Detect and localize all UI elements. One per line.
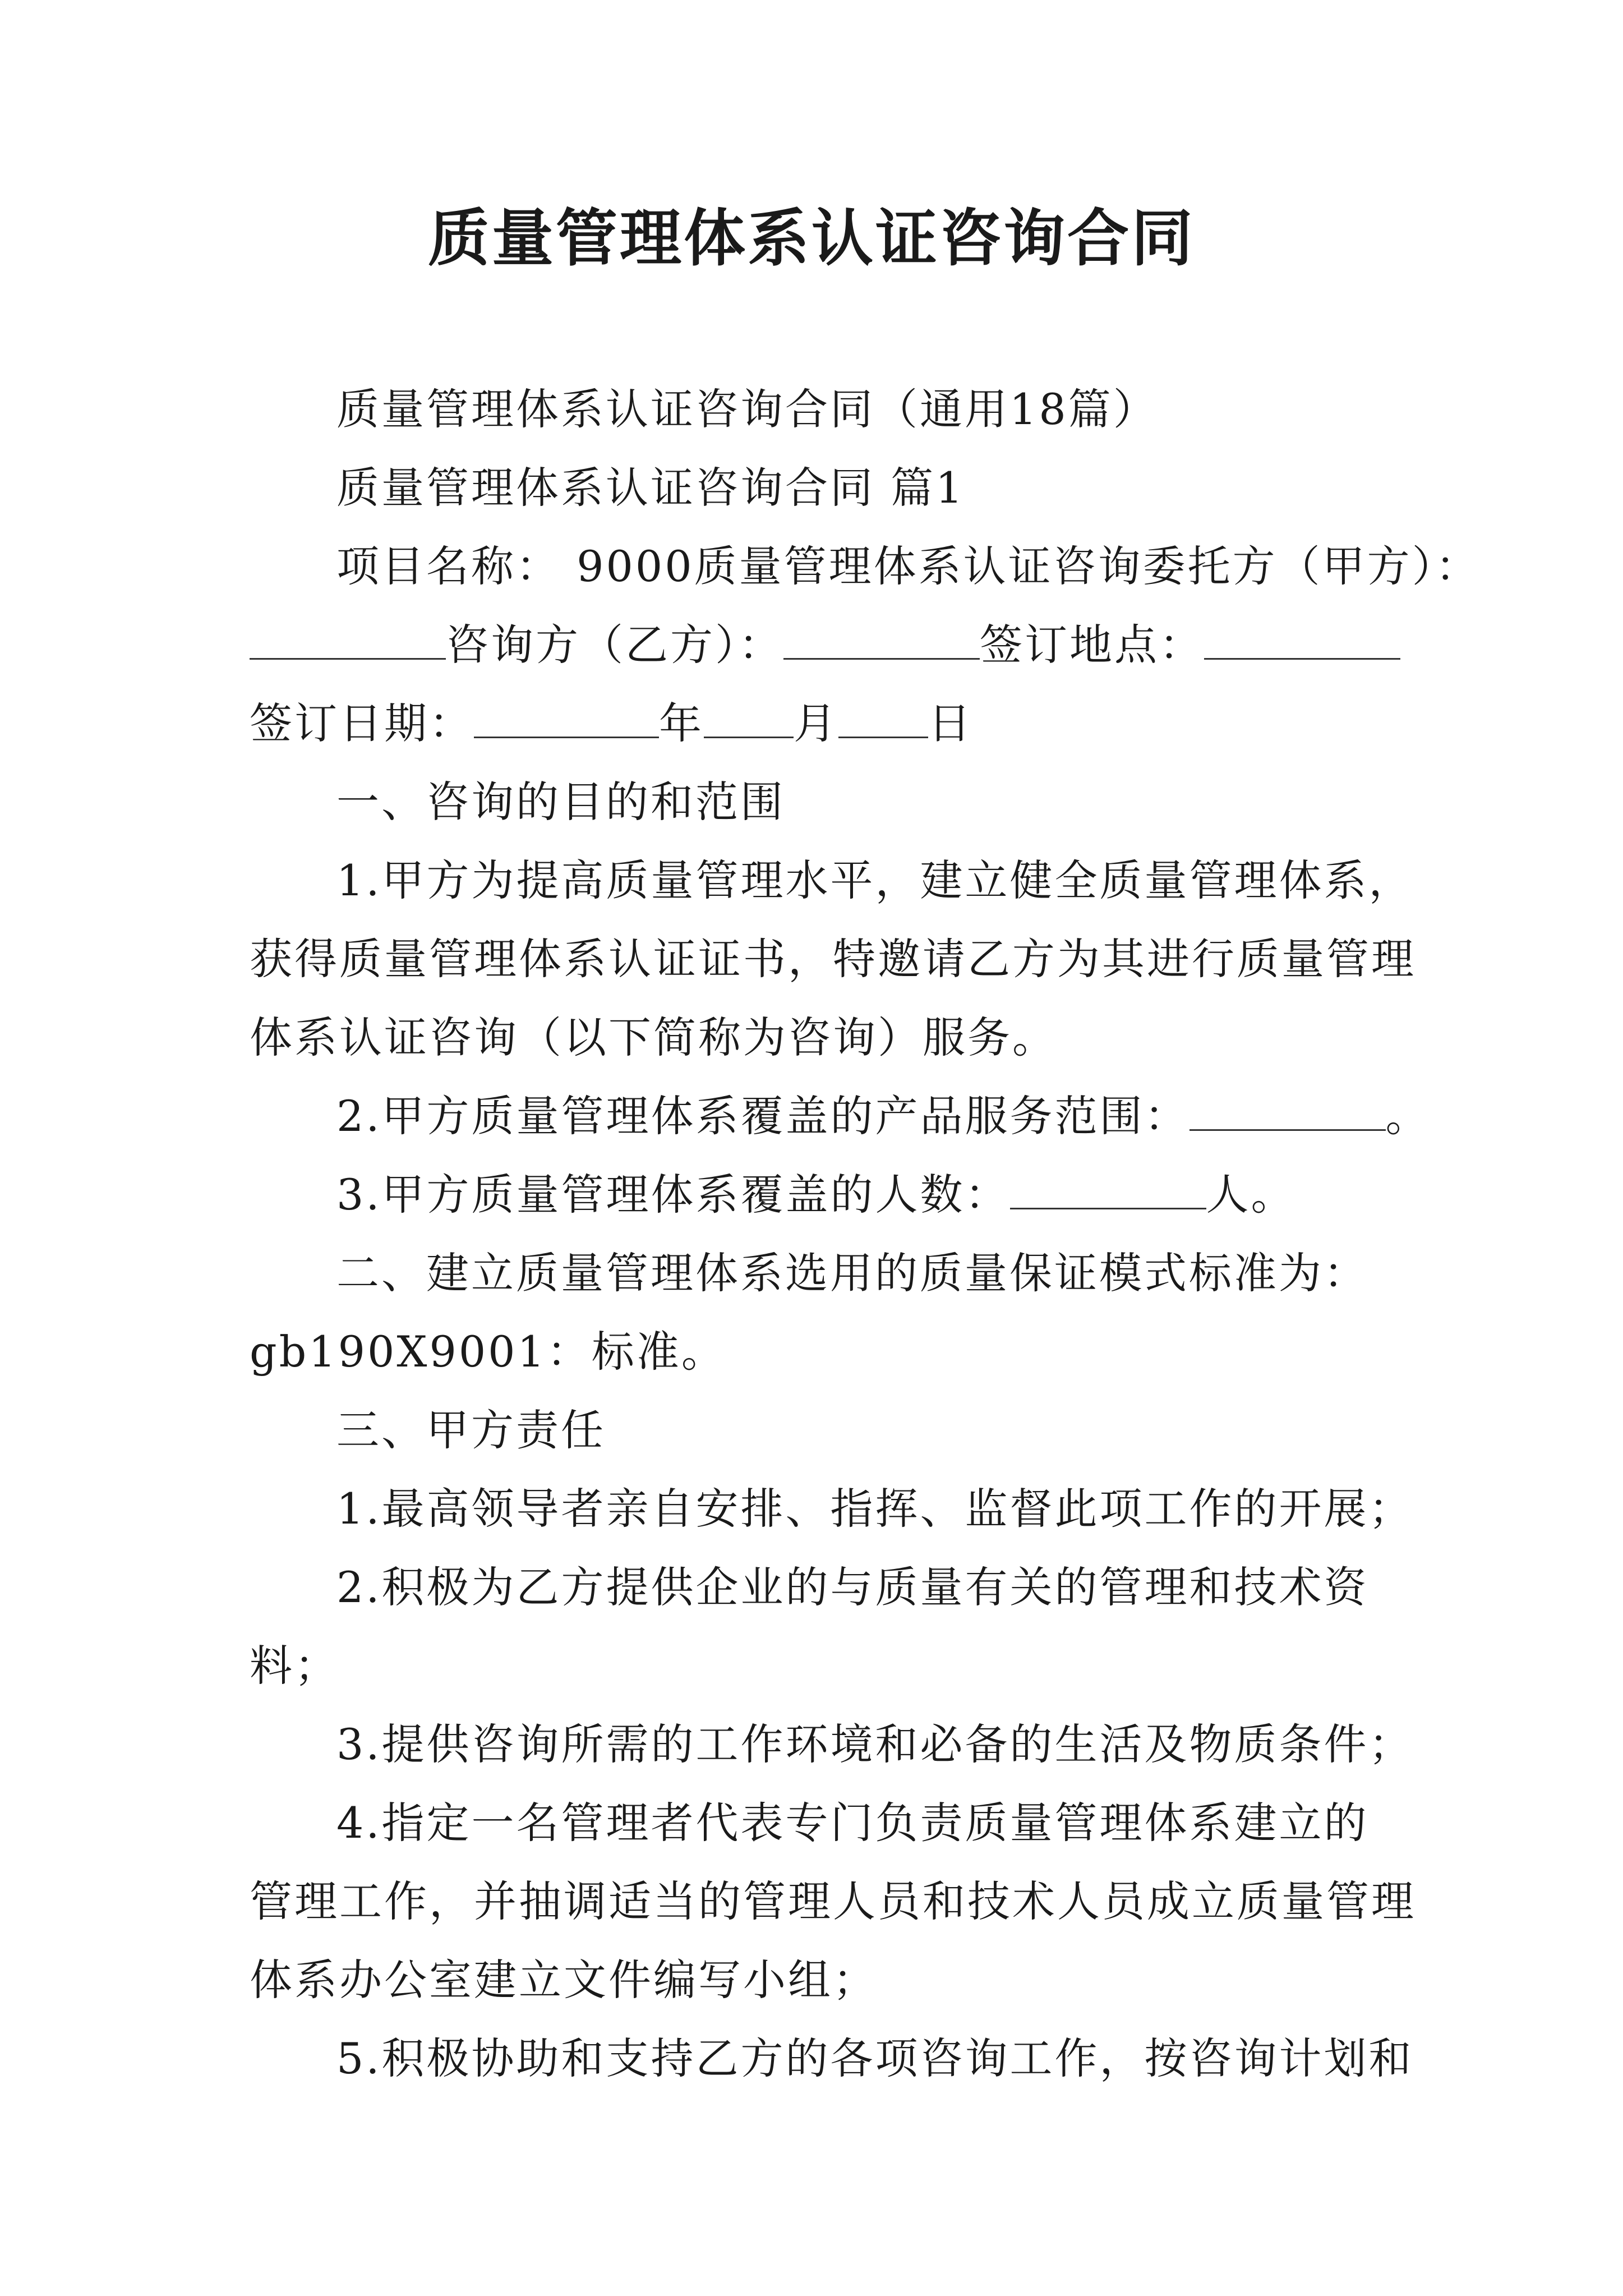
signing-date-label: 签订日期：	[250, 698, 474, 748]
day-label: 日	[928, 698, 973, 748]
headcount-label: 3.甲方质量管理体系覆盖的人数：	[336, 1170, 1010, 1220]
blank-field	[783, 619, 980, 660]
paragraph-line: 2.积极为乙方提供企业的与质量有关的管理和技术资	[336, 1562, 1369, 1612]
paragraph-line	[250, 1156, 1399, 1234]
paragraph-line: 质量管理体系认证咨询合同（通用18篇）	[336, 384, 1158, 434]
paragraph-line: 料；	[250, 1641, 339, 1691]
paragraph-line: 质量管理体系认证咨询合同 篇1	[336, 463, 965, 513]
paragraph-line: 1.甲方为提高质量管理水平，建立健全质量管理体系，	[336, 855, 1414, 905]
persons-suffix: 人。	[1206, 1170, 1296, 1220]
party-b-label: 咨询方（乙方）：	[446, 620, 783, 670]
blank-field	[474, 697, 659, 738]
paragraph-line: 3.提供咨询所需的工作环境和必备的生活及物质条件；	[336, 1719, 1414, 1769]
blank-field	[1204, 619, 1400, 660]
paragraph-line: 5.积极协助和支持乙方的各项咨询工作，按咨询计划和	[336, 2033, 1414, 2083]
blank-field	[1189, 1090, 1386, 1131]
paragraph-line: 项目名称： 9000质量管理体系认证咨询委托方（甲方）：	[336, 541, 1481, 591]
paragraph-line: 4.指定一名管理者代表专门负责质量管理体系建立的	[336, 1798, 1369, 1848]
document-title: 质量管理体系认证咨询合同	[428, 202, 1195, 274]
month-label: 月	[794, 698, 838, 748]
signing-place-label: 签订地点：	[980, 620, 1204, 670]
blank-field	[838, 697, 928, 738]
signing-date-line	[250, 684, 1399, 763]
paragraph-line	[250, 1077, 1431, 1156]
paragraph-line: 1.最高领导者亲自安排、指挥、监督此项工作的开展；	[336, 1484, 1414, 1534]
section-heading: 一、咨询的目的和范围	[336, 777, 785, 827]
paragraph-line: 获得质量管理体系认证证书，特邀请乙方为其进行质量管理	[250, 934, 1416, 984]
blank-field	[1010, 1168, 1206, 1209]
service-scope-label: 2.甲方质量管理体系覆盖的产品服务范围：	[336, 1091, 1189, 1141]
paragraph-line: gb190X9001：标准。	[250, 1327, 726, 1377]
year-label: 年	[659, 698, 704, 748]
party-b-and-place-line	[250, 606, 1399, 684]
paragraph-line: 管理工作，并抽调适当的管理人员和技术人员成立质量管理	[250, 1876, 1416, 1926]
paragraph-line: 体系认证咨询（以下简称为咨询）服务。	[250, 1013, 1057, 1062]
section-heading: 三、甲方责任	[336, 1405, 606, 1455]
blank-field	[250, 619, 446, 660]
section-heading: 二、建立质量管理体系选用的质量保证模式标准为：	[336, 1248, 1368, 1298]
period-mark: 。	[1385, 1091, 1431, 1141]
blank-field	[704, 697, 794, 738]
document-body	[250, 370, 1481, 2098]
paragraph-line: 体系办公室建立文件编写小组；	[250, 1955, 878, 2005]
